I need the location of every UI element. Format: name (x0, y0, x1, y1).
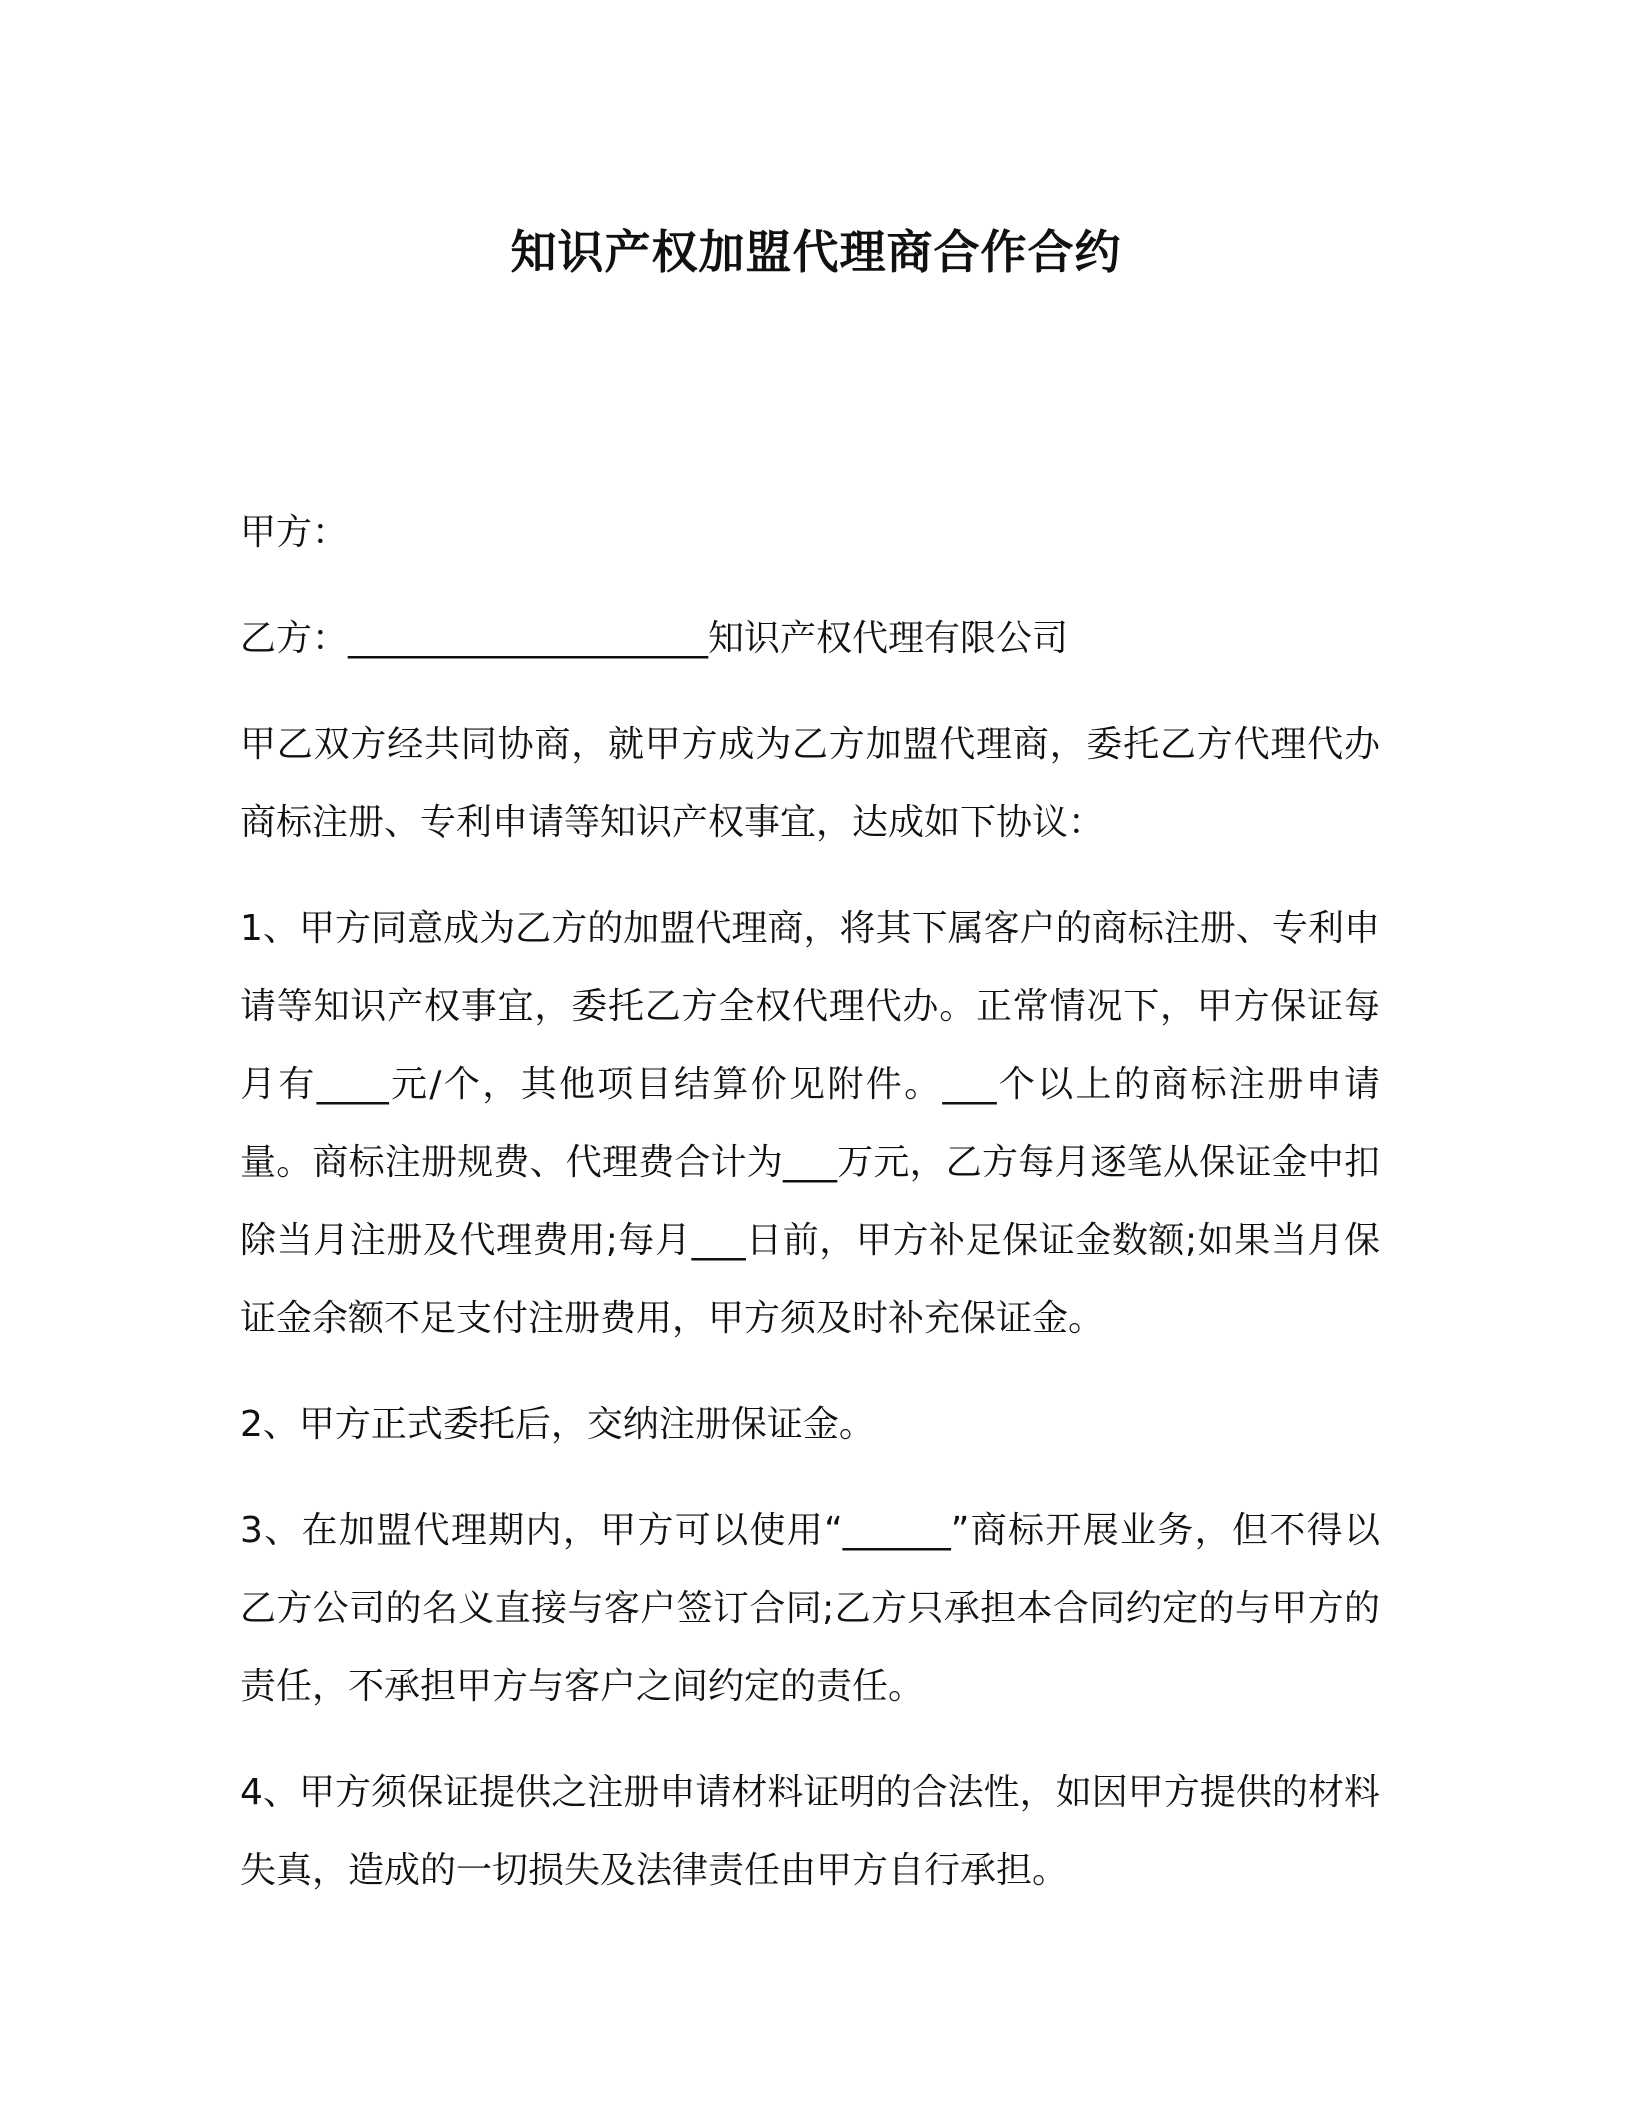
document-title: 知识产权加盟代理商合作合约 (510, 225, 1122, 279)
clause-paragraph: 3、在加盟代理期内，甲方可以使用“______”商标开展业务，但不得以乙方公司的名义直接与客户签订合同;乙方只承担本合同约定的与甲方的责任，不承担甲方与客户之间约定的责任。 (240, 1510, 1380, 1707)
party-a-line: 甲方： (240, 512, 349, 553)
spacer (240, 572, 1380, 600)
clause-paragraph: 4、甲方须保证提供之注册申请材料证明的合法性，如因甲方提供的材料失真，造成的一切损失及法律责任由甲方自行承担。 (240, 1772, 1380, 1891)
clause-paragraph: 1、甲方同意成为乙方的加盟代理商，将其下属客户的商标注册、专利申请等知识产权事宜，委托乙方全权代理代办。正常情况下，甲方保证每月有____元/个，其他项目结算价见附件。___个以上的商标注册申请量。商标注册规费、代理费合计为___万元，乙方每月逐笔从保证金中扣除当月注册及代理费用;每月___日前，甲方补足保证金数额;如果当月保证金余额不足支付注册费用，甲方须及时补充保证金。 (240, 908, 1380, 1339)
spacer (240, 1464, 1380, 1492)
clause-paragraph: 2、甲方正式委托后，交纳注册保证金。 (240, 1404, 875, 1445)
spacer (240, 862, 1380, 890)
spacer (240, 1726, 1380, 1754)
party-b-line: 乙方：____________________知识产权代理有限公司 (240, 618, 1069, 659)
intro-paragraph: 甲乙双方经共同协商，就甲方成为乙方加盟代理商，委托乙方代理代办商标注册、专利申请等知识产权事宜，达成如下协议： (240, 724, 1380, 843)
spacer (240, 678, 1380, 706)
spacer (240, 1358, 1380, 1386)
document-body (240, 494, 1380, 1910)
